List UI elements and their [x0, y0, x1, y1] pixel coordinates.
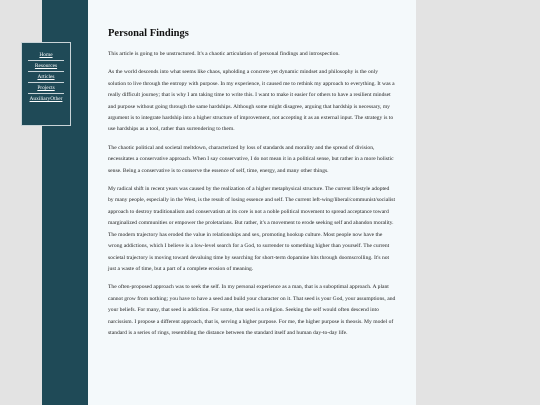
page-title: Personal Findings: [108, 28, 189, 39]
nav-link-auxiliary-other[interactable]: AuxiliaryOther: [29, 96, 63, 102]
nav-menu: [21, 42, 71, 126]
article-paragraph: This article is going to be unstructured. It's a chaotic articulation of personal findings and introspection.: [108, 51, 340, 57]
article-paragraph: My radical shift in recent years was caused by the realization of a higher metaphysical structure. The current lifestyle adopted by many people, especially in the West, is the result of losing essence and self. The current left-wing/liberal/communist/socialist approach to destroy traditionalism and conservatism at its core is not a noble political movement to spread acceptance toward marginalized communities or empower the proletarians. But rather, it's a movement to erode seeking self and abandon morality. The modern trajectory has eroded the value in relationships and sex, promoting hookup culture. Most people now have the wrong addictions, which I believe is a low-level search for a God, to surrender to something higher than yourself. The current societal trajectory is moving toward devaluing time by searching for short-term dopamine hits through doomscrolling. It's not just a waste of time, but a part of a complete erosion of meaning.: [108, 186, 396, 272]
article-paragraph: As the world descends into what seems like chaos, upholding a concrete yet dynamic mindset and philosophy is the only solution to live through the entropy with purpose. In my experience, it caused me to rethink my approach to everything. It was a really difficult journey; that is why I am taking time to write this. I want to make it easier for others to have a resilient mindset and purpose without going through the same hardships. Although some might disagree, arguing that hardship is necessary, my argument is to integrate hardship into a higher structure of improvement, not accepting it as an external input. The strategy is to use hardships as a tool, rather than surrendering to them.: [108, 69, 395, 133]
nav-link-articles[interactable]: Articles: [28, 72, 64, 83]
nav-link-projects[interactable]: Projects: [28, 83, 64, 94]
article-paragraph: The often-proposed approach was to seek the self. In my personal experience as a man, that is a suboptimal approach. A plant cannot grow from nothing; you have to have a seed and build your character on it. That seed is your God, your assumptions, and your beliefs. For many, that seed is addiction. For some, that seed is a religion. Seeking the self would often descend into narcissism. I propose a different approach, that is, serving a higher purpose. For me, the higher purpose is theosis. My model of standard is a series of rings, resembling the distance between the standard itself and human day-to-day life.: [108, 284, 396, 336]
nav-link-resources[interactable]: Resources: [28, 61, 64, 72]
article-paragraph: The chaotic political and societal meltdown, characterized by loss of standards and morality and the spread of division, necessitates a conservative approach. When I say conservative, I do not mean it in a political sense, but rather in a more holistic sense. Being a conservative is to conserve the essence of self, time, energy, and many other things.: [108, 144, 394, 174]
article-content: [88, 0, 416, 405]
nav-link-home[interactable]: Home: [28, 50, 64, 61]
